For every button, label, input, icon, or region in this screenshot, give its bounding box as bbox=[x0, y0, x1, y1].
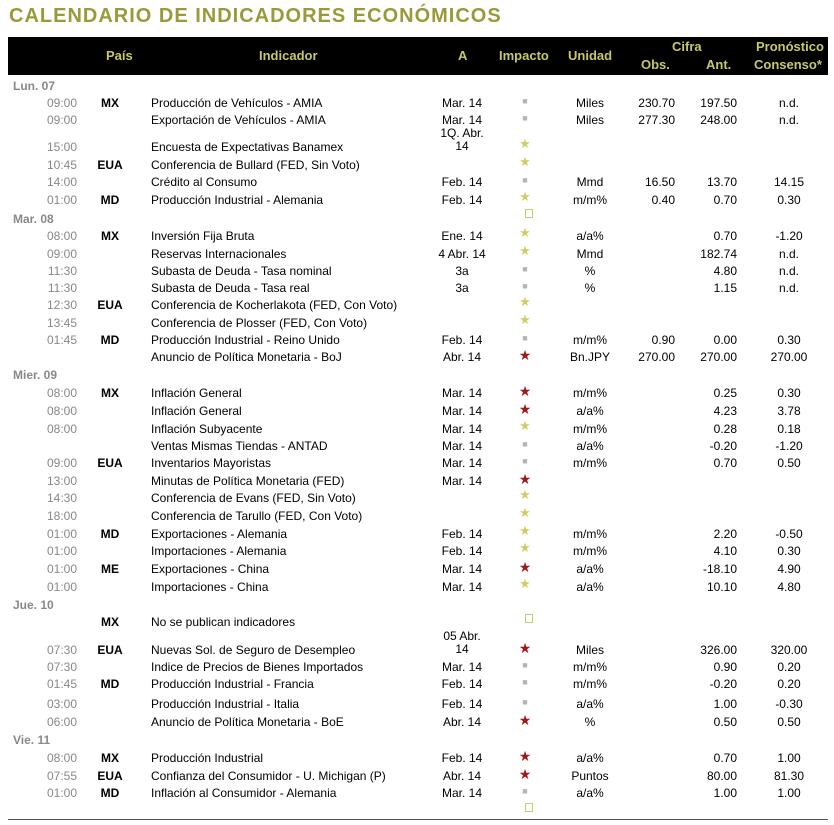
row-consensus: -0.30 bbox=[775, 697, 803, 711]
table-row bbox=[0, 766, 834, 787]
table-row bbox=[0, 347, 834, 368]
row-consensus: 0.50 bbox=[777, 456, 801, 470]
row-time: 10:45 bbox=[46, 158, 77, 172]
row-country: MD bbox=[100, 527, 120, 541]
row-period: Feb. 14 bbox=[441, 333, 483, 347]
row-time: 07:55 bbox=[46, 769, 77, 783]
row-period: Mar. 14 bbox=[441, 404, 483, 418]
row-previous: 0.70 bbox=[713, 229, 737, 243]
row-consensus: 0.20 bbox=[777, 677, 801, 691]
row-indicator: Subasta de Deuda - Tasa nominal bbox=[151, 264, 332, 278]
table-row bbox=[0, 114, 834, 131]
table-row bbox=[0, 661, 834, 678]
header-obs: Obs. bbox=[641, 57, 670, 72]
header-a: A bbox=[458, 48, 468, 63]
row-indicator: Minutas de Política Monetaria (FED) bbox=[151, 474, 345, 488]
header-consenso: Consenso* bbox=[754, 57, 822, 72]
row-period: 4 Abr. 14 bbox=[438, 247, 486, 261]
row-country: EUA bbox=[97, 643, 123, 657]
row-period: Mar. 14 bbox=[441, 422, 483, 436]
row-previous: 0.50 bbox=[713, 715, 737, 729]
row-unit: m/m% bbox=[573, 193, 607, 207]
yellow-star-icon: ★ bbox=[519, 225, 531, 240]
table-row bbox=[0, 712, 834, 733]
gray-square-icon: ■ bbox=[522, 456, 528, 466]
row-period-year: 14 bbox=[455, 642, 469, 656]
row-time: 09:00 bbox=[46, 113, 77, 127]
row-previous: 0.00 bbox=[713, 333, 737, 347]
yellow-star-icon: ★ bbox=[519, 418, 531, 433]
row-unit: % bbox=[584, 264, 596, 278]
row-unit: a/a% bbox=[576, 404, 604, 418]
row-consensus: -1.20 bbox=[775, 229, 803, 243]
yellow-star-icon: ★ bbox=[519, 136, 531, 151]
row-indicator: Inventarios Mayoristas bbox=[151, 456, 272, 470]
row-indicator: Importaciones - China bbox=[151, 580, 269, 594]
table-row bbox=[0, 678, 834, 695]
row-time: 01:00 bbox=[46, 544, 77, 558]
row-time: 13:00 bbox=[46, 474, 77, 488]
row-consensus: 81.30 bbox=[773, 769, 805, 783]
row-consensus: 14.15 bbox=[773, 175, 805, 189]
header-pais: País bbox=[106, 48, 133, 63]
table-row bbox=[0, 698, 834, 715]
row-previous: 80.00 bbox=[706, 769, 737, 783]
row-period: Mar. 14 bbox=[441, 786, 483, 800]
row-time: 12:30 bbox=[46, 298, 77, 312]
row-country: EUA bbox=[97, 769, 123, 783]
row-unit: m/m% bbox=[573, 422, 607, 436]
row-period: Feb. 14 bbox=[441, 751, 483, 765]
row-previous: 1.00 bbox=[713, 786, 737, 800]
row-previous: 4.80 bbox=[713, 264, 737, 278]
row-unit: a/a% bbox=[576, 786, 604, 800]
row-period: 3a bbox=[455, 264, 469, 278]
row-period: Mar. 14 bbox=[441, 580, 483, 594]
row-unit: m/m% bbox=[573, 527, 607, 541]
row-country: MD bbox=[100, 193, 120, 207]
red-star-icon: ★ bbox=[518, 401, 532, 417]
table-row bbox=[0, 748, 834, 769]
gray-square-icon: ■ bbox=[522, 333, 528, 343]
row-previous: 0.25 bbox=[713, 386, 737, 400]
row-indicator: Producción Industrial - Francia bbox=[151, 677, 314, 691]
row-unit: % bbox=[584, 715, 596, 729]
row-time: 01:45 bbox=[46, 333, 77, 347]
yellow-star-icon: ★ bbox=[519, 540, 531, 555]
row-country: MD bbox=[100, 786, 120, 800]
row-unit: Miles bbox=[575, 643, 604, 657]
yellow-star-icon: ★ bbox=[519, 243, 531, 258]
row-indicator: Exportaciones - Alemania bbox=[151, 527, 288, 541]
row-period: 1Q. Abr. bbox=[440, 126, 484, 140]
row-consensus: n.d. bbox=[778, 113, 799, 127]
row-previous: 1.15 bbox=[713, 281, 737, 295]
row-period: 05 Abr. bbox=[443, 629, 481, 643]
table-row bbox=[0, 383, 834, 404]
row-unit: Mmd bbox=[576, 247, 604, 261]
row-consensus: 1.00 bbox=[777, 751, 801, 765]
row-period: Mar. 14 bbox=[441, 113, 483, 127]
day-label-row bbox=[0, 599, 834, 616]
row-previous: 0.28 bbox=[713, 422, 737, 436]
gray-square-icon: ■ bbox=[522, 786, 528, 796]
header-cifra: Cifra bbox=[672, 39, 702, 54]
row-unit: a/a% bbox=[576, 229, 604, 243]
row-period: Mar. 14 bbox=[441, 96, 483, 110]
row-country: EUA bbox=[97, 298, 123, 312]
row-indicator: Producción Industrial - Italia bbox=[151, 697, 300, 711]
row-period: Mar. 14 bbox=[441, 386, 483, 400]
row-indicator: Nuevas Sol. de Seguro de Desempleo bbox=[151, 643, 356, 657]
row-unit: % bbox=[584, 281, 596, 295]
row-indicator: Exportación de Vehículos - AMIA bbox=[151, 113, 326, 127]
row-consensus: 0.30 bbox=[777, 386, 801, 400]
row-unit: m/m% bbox=[573, 333, 607, 347]
row-time: 14:30 bbox=[46, 491, 77, 505]
red-star-icon: ★ bbox=[518, 471, 532, 487]
gray-square-icon: ■ bbox=[522, 281, 528, 291]
row-indicator: Anuncio de Política Monetaria - BoE bbox=[151, 715, 344, 729]
gray-square-icon: ■ bbox=[522, 113, 528, 123]
row-unit: Bn.JPY bbox=[569, 350, 611, 364]
red-star-icon: ★ bbox=[518, 748, 532, 764]
row-indicator: Subasta de Deuda - Tasa real bbox=[151, 281, 310, 295]
table-row bbox=[0, 176, 834, 193]
row-time: 08:00 bbox=[46, 422, 77, 436]
gray-square-icon: ■ bbox=[522, 697, 528, 707]
row-country: MD bbox=[100, 677, 120, 691]
row-previous: 270.00 bbox=[700, 350, 737, 364]
red-star-icon: ★ bbox=[518, 712, 532, 728]
header-pronostico: Pronóstico bbox=[756, 39, 824, 54]
row-indicator: Producción de Vehículos - AMIA bbox=[151, 96, 323, 110]
table-header bbox=[8, 37, 828, 75]
row-time: 08:00 bbox=[46, 751, 77, 765]
red-star-icon: ★ bbox=[518, 559, 532, 575]
row-observed: 16.50 bbox=[644, 175, 675, 189]
row-time: 14:00 bbox=[46, 175, 77, 189]
row-country: MX bbox=[101, 386, 119, 400]
row-previous: 0.70 bbox=[713, 751, 737, 765]
row-time: 08:00 bbox=[46, 404, 77, 418]
row-country: MX bbox=[101, 751, 119, 765]
table-row bbox=[0, 294, 834, 316]
row-time: 11:30 bbox=[47, 264, 77, 278]
table-row bbox=[0, 418, 834, 440]
row-period: 3a bbox=[455, 281, 469, 295]
row-previous: 248.00 bbox=[700, 113, 737, 127]
table-row bbox=[0, 559, 834, 580]
row-unit: a/a% bbox=[576, 562, 604, 576]
yellow-star-icon: ★ bbox=[519, 312, 531, 327]
day-label-row bbox=[0, 734, 834, 751]
row-consensus: 3.78 bbox=[777, 404, 801, 418]
yellow-star-icon: ★ bbox=[519, 154, 531, 169]
table-bottom-divider bbox=[8, 819, 828, 820]
row-time: 07:30 bbox=[46, 660, 77, 674]
row-indicator: Crédito al Consumo bbox=[151, 175, 258, 189]
row-indicator: Conferencia de Tarullo (FED, Con Voto) bbox=[151, 509, 363, 523]
row-time: 15:00 bbox=[46, 140, 77, 154]
table-row bbox=[0, 225, 834, 247]
page-title: CALENDARIO DE INDICADORES ECONÓMICOS bbox=[9, 5, 502, 27]
table-row bbox=[0, 440, 834, 457]
table-row bbox=[0, 487, 834, 509]
row-consensus: 0.20 bbox=[777, 660, 801, 674]
row-previous: 1.00 bbox=[713, 697, 737, 711]
row-period: Abr. 14 bbox=[442, 350, 482, 364]
row-unit: m/m% bbox=[573, 456, 607, 470]
table-row bbox=[0, 540, 834, 562]
row-period: Abr. 14 bbox=[442, 715, 482, 729]
row-indicator: Inflación Subyacente bbox=[151, 422, 263, 436]
row-period: Feb. 14 bbox=[441, 175, 483, 189]
row-consensus: n.d. bbox=[778, 96, 799, 110]
row-unit: m/m% bbox=[573, 544, 607, 558]
row-unit: Miles bbox=[575, 113, 604, 127]
header-ant: Ant. bbox=[706, 57, 732, 72]
row-consensus: 270.00 bbox=[770, 350, 808, 364]
row-consensus: n.d. bbox=[778, 281, 799, 295]
day-label: Lun. 07 bbox=[13, 79, 56, 93]
yellow-star-icon: ★ bbox=[519, 505, 531, 520]
red-star-icon: ★ bbox=[518, 347, 532, 363]
table-row bbox=[0, 312, 834, 334]
row-country: MD bbox=[100, 333, 120, 347]
table-row bbox=[0, 629, 834, 661]
gray-square-icon: ■ bbox=[522, 264, 528, 274]
row-time: 03:00 bbox=[46, 697, 77, 711]
row-indicator: Conferencia de Bullard (FED, Sin Voto) bbox=[151, 158, 360, 172]
row-consensus: 4.90 bbox=[777, 562, 801, 576]
row-previous: 10.10 bbox=[706, 580, 737, 594]
gray-square-icon: ■ bbox=[522, 175, 528, 185]
red-star-icon: ★ bbox=[518, 766, 532, 782]
row-time: 09:00 bbox=[46, 456, 77, 470]
header-indicador: Indicador bbox=[259, 48, 318, 63]
row-previous: 182.74 bbox=[700, 247, 737, 261]
row-indicator: Inflación General bbox=[151, 404, 242, 418]
row-country: MX bbox=[101, 615, 119, 629]
day-label-row bbox=[0, 80, 834, 97]
row-consensus: 0.50 bbox=[777, 715, 801, 729]
row-indicator: Encuesta de Expectativas Banamex bbox=[151, 140, 344, 154]
red-star-icon: ★ bbox=[518, 640, 532, 656]
row-observed: 0.90 bbox=[651, 333, 675, 347]
day-label: Mar. 08 bbox=[13, 212, 54, 226]
table-row bbox=[0, 126, 834, 158]
table-row bbox=[0, 334, 834, 351]
row-time: 01:45 bbox=[46, 677, 77, 691]
header-unidad: Unidad bbox=[568, 48, 613, 63]
row-unit: m/m% bbox=[573, 660, 607, 674]
row-time: 01:00 bbox=[46, 786, 77, 800]
row-period: Feb. 14 bbox=[441, 527, 483, 541]
row-observed: 270.00 bbox=[638, 350, 675, 364]
row-period: Ene. 14 bbox=[441, 229, 483, 243]
row-previous: 0.70 bbox=[713, 193, 737, 207]
table-row bbox=[0, 243, 834, 265]
yellow-star-icon: ★ bbox=[519, 487, 531, 502]
row-previous: 13.70 bbox=[706, 175, 737, 189]
table-row bbox=[0, 401, 834, 422]
row-previous: 4.10 bbox=[713, 544, 737, 558]
row-observed: 277.30 bbox=[638, 113, 675, 127]
yellow-star-icon: ★ bbox=[519, 294, 531, 309]
row-time: 08:00 bbox=[46, 386, 77, 400]
row-country: MX bbox=[101, 229, 119, 243]
yellow-star-icon: ★ bbox=[519, 523, 531, 538]
row-indicator: Importaciones - Alemania bbox=[151, 544, 287, 558]
row-unit: a/a% bbox=[576, 751, 604, 765]
row-consensus: 320.00 bbox=[770, 643, 808, 657]
table-row bbox=[0, 97, 834, 114]
yellow-star-icon: ★ bbox=[519, 189, 531, 204]
day-label: Vie. 11 bbox=[13, 733, 51, 747]
row-consensus: -0.50 bbox=[775, 527, 803, 541]
row-previous: 0.70 bbox=[713, 456, 737, 470]
yellow-star-icon: ★ bbox=[519, 576, 531, 591]
row-previous: -0.20 bbox=[709, 677, 737, 691]
row-indicator: Ventas Mismas Tiendas - ANTAD bbox=[151, 439, 328, 453]
row-indicator: Exportaciones - China bbox=[151, 562, 270, 576]
row-time: 11:30 bbox=[47, 281, 77, 295]
row-indicator: Inflación al Consumidor - Alemania bbox=[151, 786, 337, 800]
empty-impact-row bbox=[0, 803, 834, 820]
row-indicator: Inversión Fija Bruta bbox=[151, 229, 255, 243]
row-previous: -18.10 bbox=[702, 562, 737, 576]
table-row bbox=[0, 154, 834, 176]
row-country: ME bbox=[101, 562, 119, 576]
row-period: Feb. 14 bbox=[441, 544, 483, 558]
table-row bbox=[0, 616, 834, 633]
row-period: Mar. 14 bbox=[441, 562, 483, 576]
row-unit: m/m% bbox=[573, 677, 607, 691]
row-time: 01:00 bbox=[46, 527, 77, 541]
row-indicator: Indice de Precios de Bienes Importados bbox=[151, 660, 364, 674]
row-unit: a/a% bbox=[576, 697, 604, 711]
row-indicator: No se publican indicadores bbox=[151, 615, 296, 629]
row-period: Abr. 14 bbox=[442, 769, 482, 783]
gray-square-icon: ■ bbox=[522, 96, 528, 106]
row-indicator: Conferencia de Kocherlakota (FED, Con Voto) bbox=[151, 298, 398, 312]
row-consensus: n.d. bbox=[778, 264, 799, 278]
row-unit: Puntos bbox=[571, 769, 609, 783]
row-previous: 2.20 bbox=[713, 527, 737, 541]
row-time: 06:00 bbox=[46, 715, 77, 729]
table-row bbox=[0, 505, 834, 527]
table-row bbox=[0, 576, 834, 598]
row-consensus: 0.30 bbox=[777, 333, 801, 347]
row-unit: a/a% bbox=[576, 580, 604, 594]
row-time: 01:00 bbox=[46, 580, 77, 594]
row-consensus: 4.80 bbox=[777, 580, 801, 594]
row-period: Mar. 14 bbox=[441, 660, 483, 674]
gray-square-icon: ■ bbox=[522, 439, 528, 449]
day-label: Jue. 10 bbox=[13, 598, 54, 612]
row-indicator: Confianza del Consumidor - U. Michigan (P) bbox=[151, 769, 386, 783]
header-impacto: Impacto bbox=[499, 48, 549, 63]
gray-square-icon: ■ bbox=[522, 660, 528, 670]
row-unit: m/m% bbox=[573, 386, 607, 400]
row-previous: 0.90 bbox=[713, 660, 737, 674]
row-consensus: 0.18 bbox=[777, 422, 801, 436]
row-country: EUA bbox=[97, 456, 123, 470]
row-country: EUA bbox=[97, 158, 123, 172]
table-row bbox=[0, 282, 834, 299]
table-row bbox=[0, 265, 834, 282]
row-time: 13:45 bbox=[46, 316, 77, 330]
row-unit: Miles bbox=[575, 96, 604, 110]
row-observed: 0.40 bbox=[651, 193, 675, 207]
row-time: 09:00 bbox=[46, 247, 77, 261]
row-time: 01:00 bbox=[46, 193, 77, 207]
day-label: Mier. 09 bbox=[13, 368, 58, 382]
row-period: Mar. 14 bbox=[441, 456, 483, 470]
row-indicator: Producción Industrial bbox=[151, 751, 264, 765]
day-label-row bbox=[0, 369, 834, 386]
row-observed: 230.70 bbox=[638, 96, 675, 110]
day-label-row bbox=[0, 213, 834, 230]
row-consensus: 1.00 bbox=[777, 786, 801, 800]
table-row bbox=[0, 787, 834, 804]
row-indicator: Inflación General bbox=[151, 386, 242, 400]
row-indicator: Producción Industrial - Reino Unido bbox=[151, 333, 340, 347]
row-time: 07:30 bbox=[46, 643, 77, 657]
row-consensus: 0.30 bbox=[777, 193, 801, 207]
row-consensus: 0.30 bbox=[777, 544, 801, 558]
row-consensus: n.d. bbox=[778, 247, 799, 261]
row-period: Feb. 14 bbox=[441, 697, 483, 711]
row-indicator: Conferencia de Evans (FED, Sin Voto) bbox=[151, 491, 356, 505]
row-indicator: Conferencia de Plosser (FED, Con Voto) bbox=[151, 316, 368, 330]
row-unit: a/a% bbox=[576, 439, 604, 453]
row-previous: 197.50 bbox=[700, 96, 737, 110]
row-unit: Mmd bbox=[576, 175, 604, 189]
red-star-icon: ★ bbox=[518, 383, 532, 399]
gray-square-icon: ■ bbox=[522, 677, 528, 687]
row-indicator: Anuncio de Política Monetaria - BoJ bbox=[151, 350, 342, 364]
row-previous: 326.00 bbox=[700, 643, 737, 657]
table-row bbox=[0, 457, 834, 474]
row-period-year: 14 bbox=[455, 139, 469, 153]
row-consensus: -1.20 bbox=[775, 439, 803, 453]
row-period: Feb. 14 bbox=[441, 193, 483, 207]
table-row bbox=[0, 471, 834, 492]
row-time: 18:00 bbox=[46, 509, 77, 523]
row-period: Feb. 14 bbox=[441, 677, 483, 691]
row-previous: 4.23 bbox=[713, 404, 737, 418]
row-country: MX bbox=[101, 96, 119, 110]
row-previous: -0.20 bbox=[709, 439, 737, 453]
row-time: 08:00 bbox=[46, 229, 77, 243]
row-time: 09:00 bbox=[46, 96, 77, 110]
row-period: Mar. 14 bbox=[441, 474, 483, 488]
table-row bbox=[0, 523, 834, 545]
row-period: Mar. 14 bbox=[441, 439, 483, 453]
row-indicator: Reservas Internacionales bbox=[151, 247, 287, 261]
row-indicator: Producción Industrial - Alemania bbox=[151, 193, 324, 207]
row-time: 01:00 bbox=[46, 562, 77, 576]
